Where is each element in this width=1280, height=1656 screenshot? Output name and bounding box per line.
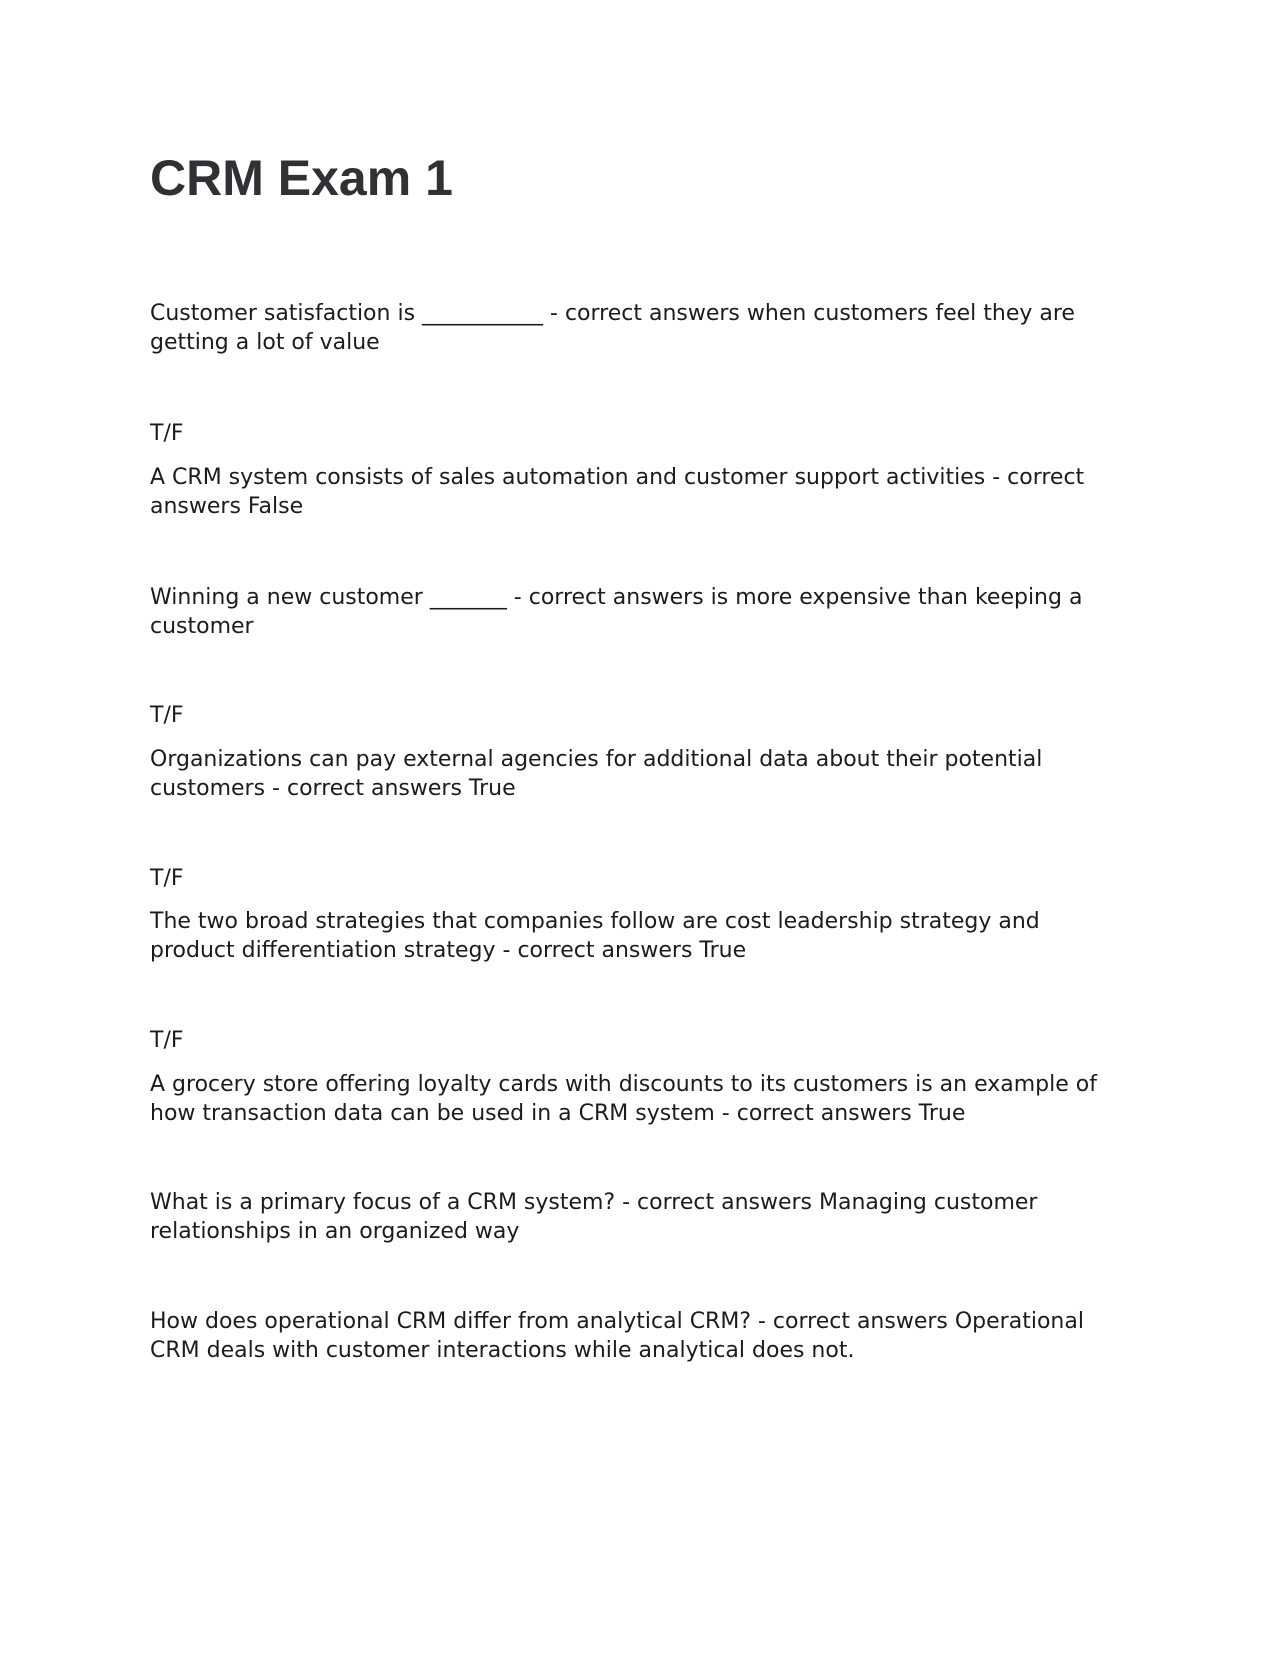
question-answer-5: The two broad strategies that companies follow are cost leadership strategy and product differentiation strategy - correct answers True (150, 909, 1040, 963)
question-answer-2: A CRM system consists of sales automation and customer support activities - correct answers False (150, 465, 1085, 519)
question-answer-8: How does operational CRM differ from analytical CRM? - correct answers Operational CRM deals with customer interactions while analytical does not. (150, 1309, 1084, 1363)
true-false-label-3: T/F (150, 866, 184, 891)
true-false-label-2: T/F (150, 703, 184, 728)
question-answer-1: Customer satisfaction is ___________ - correct answers when customers feel they are getting a lot of value (150, 301, 1075, 355)
true-false-label-4: T/F (150, 1028, 184, 1053)
question-answer-7: What is a primary focus of a CRM system? - correct answers Managing customer relationships in an organized way (150, 1190, 1038, 1244)
question-answer-3: Winning a new customer _______ - correct answers is more expensive than keeping a customer (150, 585, 1083, 639)
true-false-label-1: T/F (150, 421, 184, 446)
question-answer-6: A grocery store offering loyalty cards with discounts to its customers is an example of how transaction data can be used in a CRM system - correct answers True (150, 1072, 1097, 1126)
document-title: CRM Exam 1 (150, 150, 453, 206)
question-answer-4: Organizations can pay external agencies for additional data about their potential customers - correct answers True (150, 747, 1043, 801)
